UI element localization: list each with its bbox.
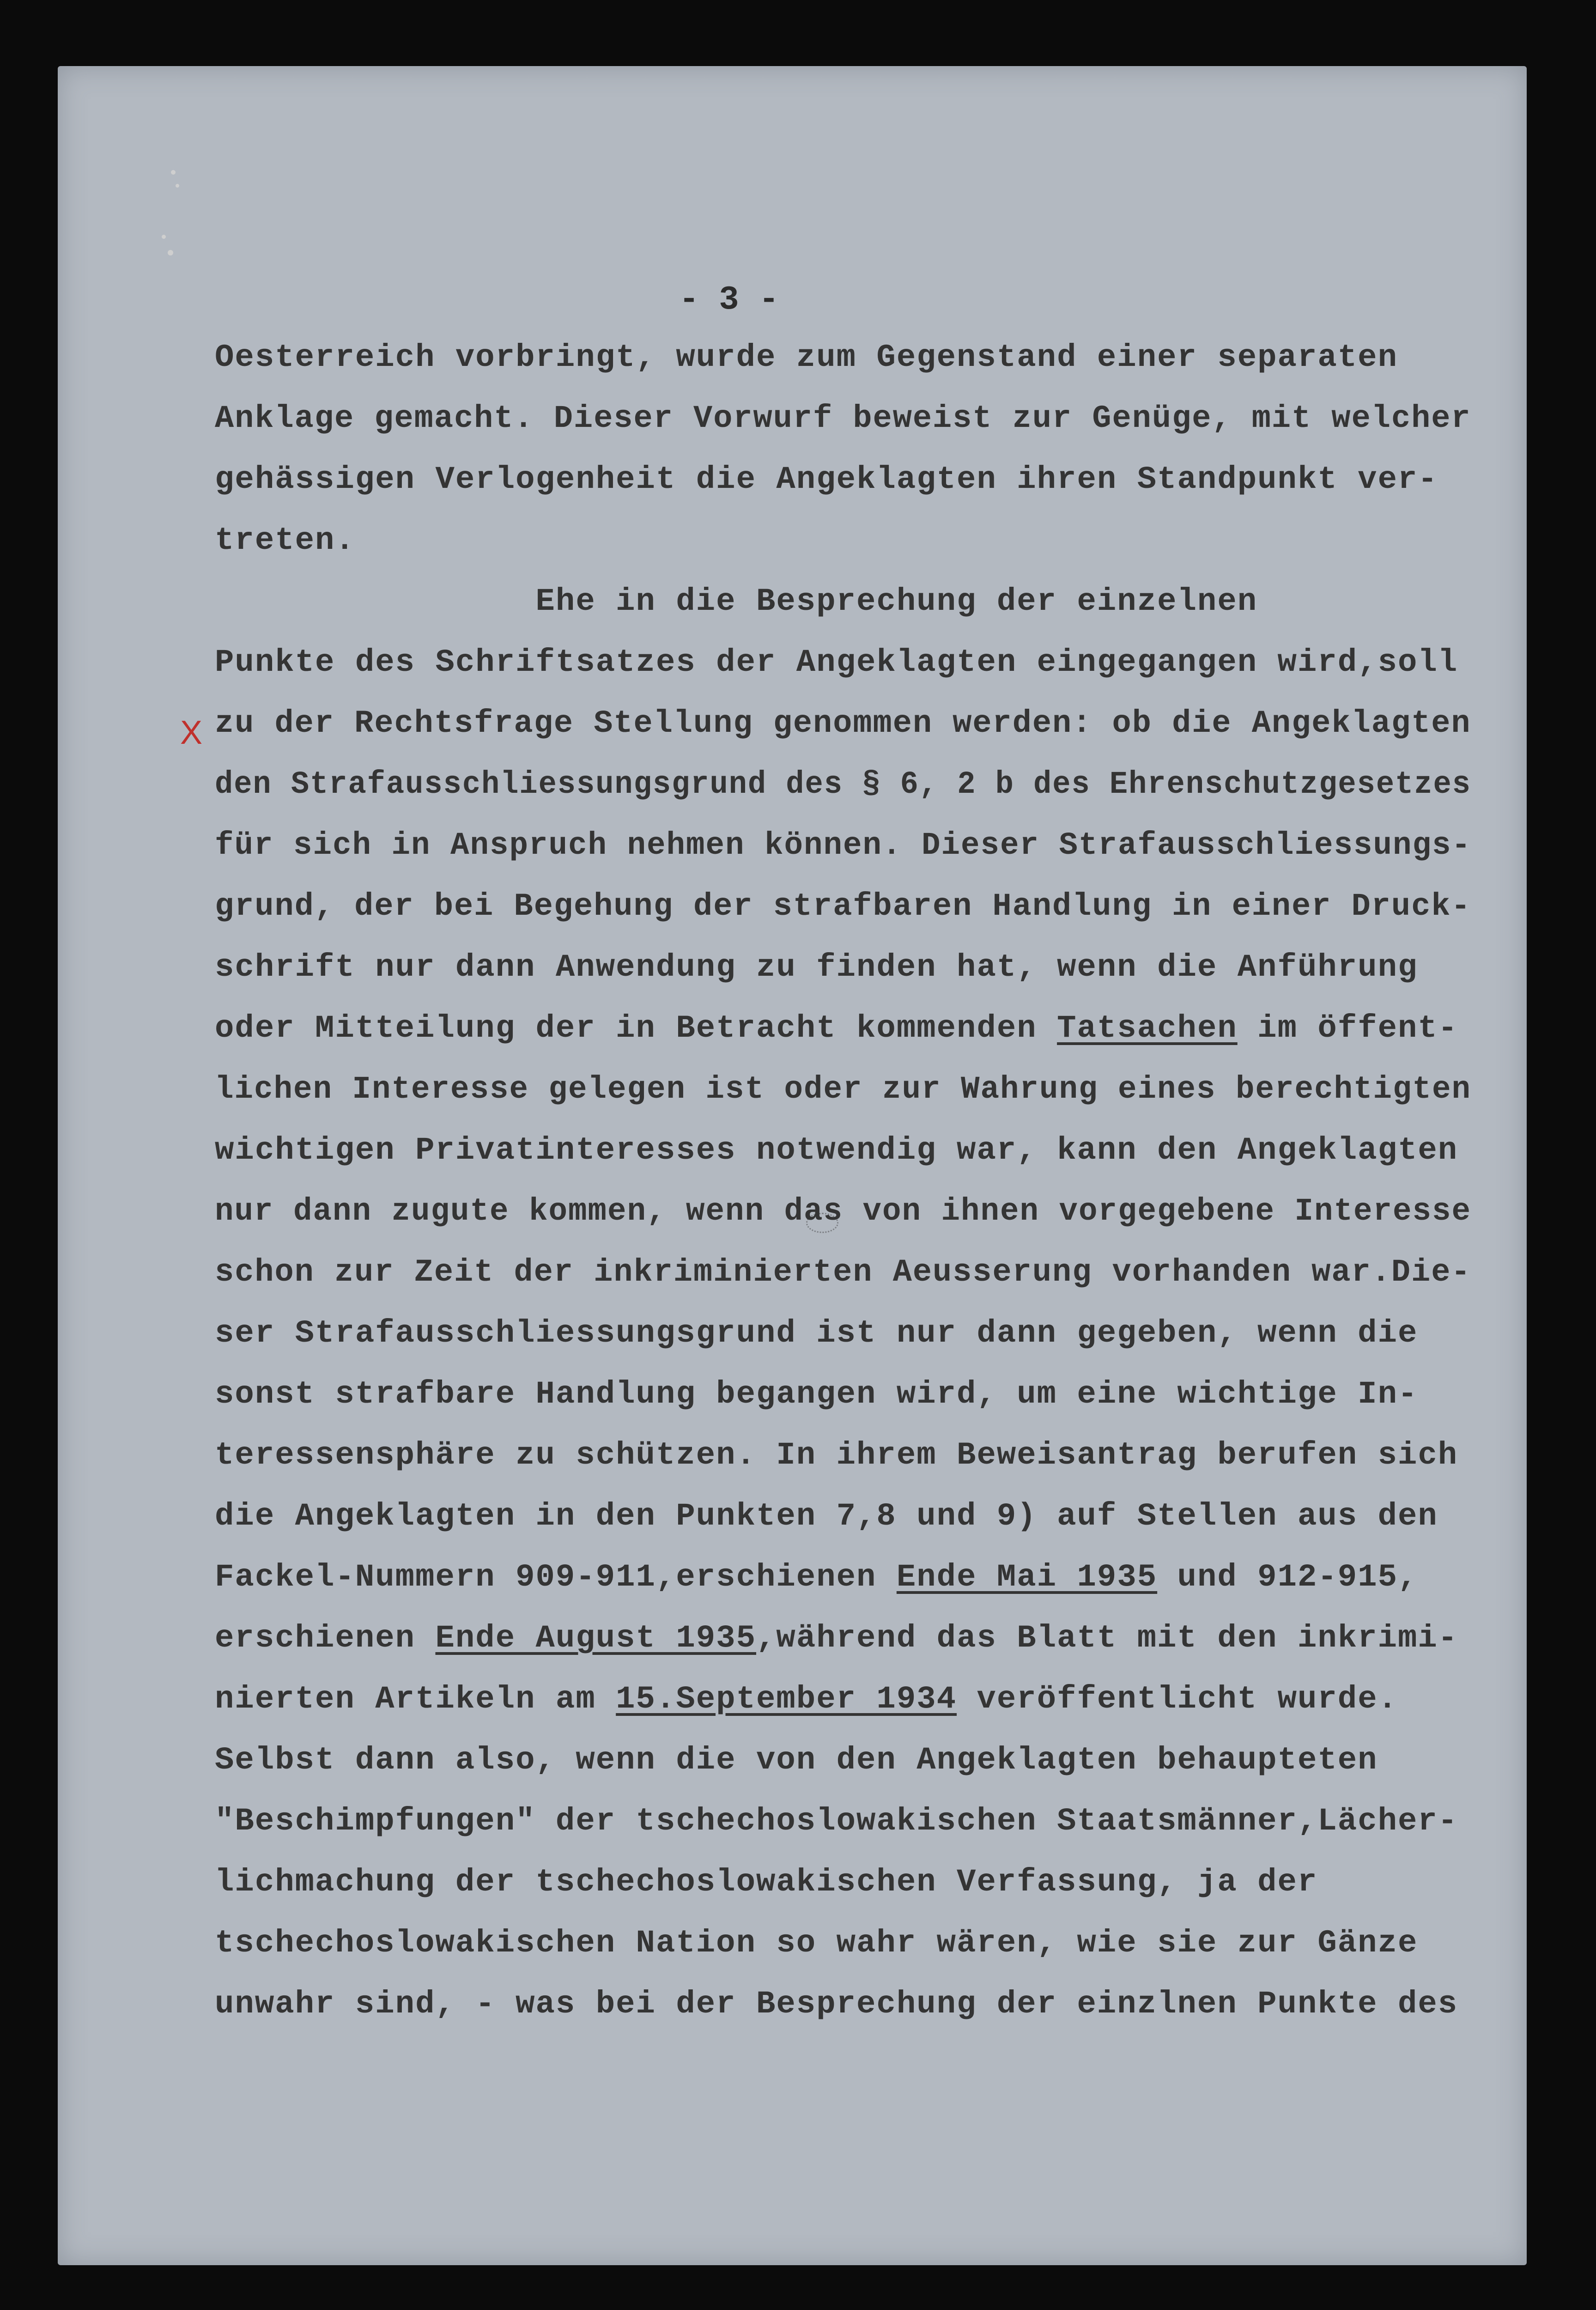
text-segment: Selbst dann also, wenn die von den Angeklagten behaupteten	[215, 1742, 1378, 1778]
underlined-phrase: Tatsachen	[1057, 1010, 1238, 1046]
text-segment: nur dann zugute kommen, wenn das von ihnen vorgegebene Interesse	[215, 1193, 1471, 1229]
punch-speck	[176, 184, 179, 188]
text-segment: grund, der bei Begehung der strafbaren Handlung in einer Druck-	[215, 888, 1471, 924]
punch-speck	[168, 250, 173, 255]
text-segment: teressensphäre zu schützen. In ihrem Beweisantrag berufen sich	[215, 1437, 1458, 1473]
text-line	[215, 949, 1418, 985]
text-segment: ,während das Blatt mit den inkrimi-	[756, 1620, 1458, 1656]
text-segment: im öffent-	[1237, 1010, 1458, 1046]
text-segment: zu der Rechtsfrage Stellung genommen werden: ob die Angeklagten	[215, 705, 1471, 742]
text-segment: ser Strafausschliessungsgrund ist nur dann gegeben, wenn die	[215, 1315, 1418, 1351]
text-line	[215, 1010, 1458, 1046]
text-line	[215, 1254, 1471, 1290]
text-line	[215, 342, 1398, 374]
text-segment: schrift nur dann Anwendung zu finden hat, wenn die Anführung	[215, 949, 1418, 985]
text-line	[215, 1437, 1458, 1473]
text-line	[215, 1315, 1418, 1351]
text-line	[215, 1681, 1398, 1717]
text-segment: den Strafausschliessungsgrund des § 6, 2 b des Ehrenschutzgesetzes	[215, 766, 1471, 802]
text-segment: und 912-915,	[1157, 1559, 1418, 1595]
text-segment: veröffentlicht wurde.	[957, 1681, 1398, 1717]
punch-speck	[171, 170, 176, 175]
text-line	[215, 1559, 1418, 1595]
text-line	[215, 1805, 1458, 1837]
text-line	[215, 766, 1471, 802]
text-line	[215, 1866, 1317, 1898]
text-segment: lichen Interesse gelegen ist oder zur Wahrung eines berechtigten	[215, 1071, 1471, 1107]
text-line	[215, 1620, 1458, 1656]
margin-annotation-mark: X	[180, 714, 203, 751]
text-line	[215, 464, 1438, 496]
text-segment: Oesterreich vorbringt, wurde zum Gegenstand einer separaten	[215, 340, 1398, 376]
text-segment: nierten Artikeln am	[215, 1681, 616, 1717]
text-line	[215, 1498, 1438, 1534]
text-segment: unwahr sind, - was bei der Besprechung der einzlnen Punkte des	[215, 1986, 1458, 2022]
text-line	[215, 403, 1471, 435]
text-line	[215, 525, 355, 557]
text-line	[215, 1742, 1378, 1778]
underlined-phrase: 15.September 1934	[616, 1681, 957, 1717]
text-line	[215, 586, 1257, 618]
text-line	[215, 1132, 1458, 1168]
text-line	[215, 1376, 1418, 1412]
text-segment: "Beschimpfungen" der tschechoslowakischen Staatsmänner,Lächer-	[215, 1803, 1458, 1839]
underlined-phrase: Ende Mai 1935	[896, 1559, 1158, 1595]
text-segment: Ehe in die Besprechung der einzelnen	[215, 584, 1258, 620]
underlined-phrase: Ende August 1935	[435, 1620, 756, 1656]
text-line	[215, 888, 1471, 924]
text-line	[215, 1071, 1471, 1107]
text-segment: schon zur Zeit der inkriminierten Aeusserung vorhanden war.Die-	[215, 1254, 1471, 1290]
text-segment: Anklage gemacht. Dieser Vorwurf beweist zur Genüge, mit welcher	[215, 401, 1471, 437]
text-line	[215, 1927, 1418, 1959]
text-segment: oder Mitteilung der in Betracht kommenden	[215, 1010, 1057, 1046]
text-segment: treten.	[215, 523, 355, 559]
text-line	[215, 644, 1458, 681]
text-segment: lichmachung der tschechoslowakischen Verfassung, ja der	[215, 1864, 1318, 1900]
page-number: - 3 -	[679, 281, 779, 319]
text-segment: tschechoslowakischen Nation so wahr wären, wie sie zur Gänze	[215, 1925, 1418, 1961]
text-segment: wichtigen Privatinteresses notwendig war, kann den Angeklagten	[215, 1132, 1458, 1168]
text-segment: sonst strafbare Handlung begangen wird, um eine wichtige In-	[215, 1376, 1418, 1412]
punch-speck	[162, 235, 166, 239]
text-segment: Punkte des Schriftsatzes der Angeklagten eingegangen wird,soll	[215, 644, 1458, 681]
text-segment: für sich in Anspruch nehmen können. Dieser Strafausschliessungs-	[215, 827, 1471, 863]
text-line	[215, 827, 1471, 863]
text-segment: Fackel-Nummern 909-911,erschienen	[215, 1559, 897, 1595]
text-segment: erschienen	[215, 1620, 436, 1656]
text-line	[215, 705, 1471, 742]
text-line	[215, 1193, 1471, 1229]
text-line	[215, 1988, 1458, 2020]
text-segment: gehässigen Verlogenheit die Angeklagten ihren Standpunkt ver-	[215, 462, 1438, 498]
text-segment: die Angeklagten in den Punkten 7,8 und 9) auf Stellen aus den	[215, 1498, 1438, 1534]
